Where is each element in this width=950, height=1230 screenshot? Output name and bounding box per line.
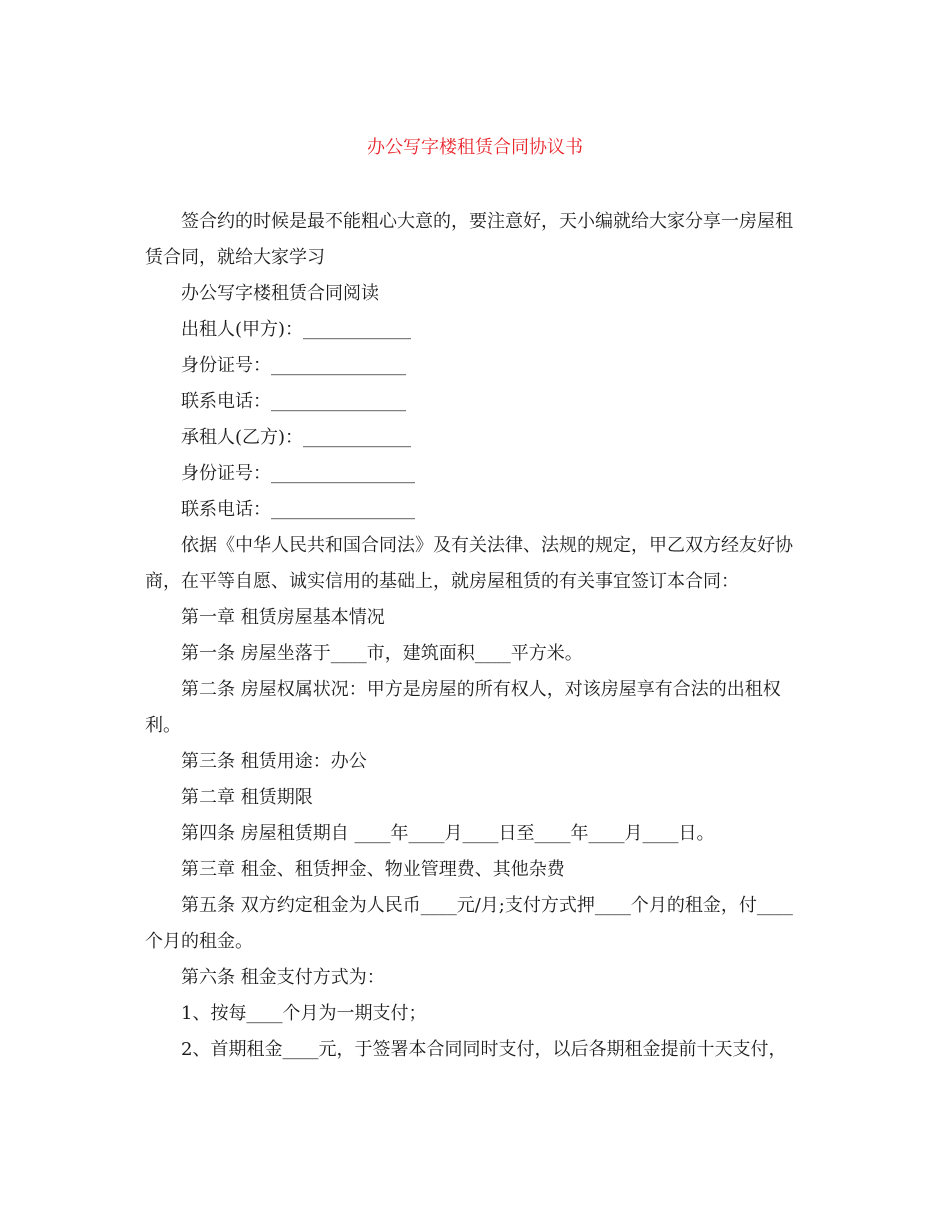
payment-item-2: 2、首期租金____元，于签署本合同同时支付，以后各期租金提前十天支付， bbox=[181, 1039, 787, 1060]
intro-paragraph: 签合约的时候是最不能粗心大意的，要注意好，天小编就给大家分享一房屋租赁合同，就给大家学习 bbox=[145, 211, 793, 268]
article-3: 第三条 租赁用途：办公 bbox=[181, 751, 367, 772]
document-body bbox=[145, 204, 805, 1068]
lessee-phone-field: 联系电话：________________ bbox=[181, 499, 415, 520]
lessee-id-field: 身份证号：________________ bbox=[181, 463, 415, 484]
lessor-id-field: 身份证号：_______________ bbox=[181, 355, 406, 376]
subtitle-line: 办公写字楼租赁合同阅读 bbox=[181, 283, 379, 304]
chapter-2-heading: 第二章 租赁期限 bbox=[181, 787, 313, 808]
lessee-field: 承租人(乙方)：____________ bbox=[181, 427, 412, 448]
article-6: 第六条 租金支付方式为： bbox=[181, 967, 385, 988]
lessor-field: 出租人(甲方)：____________ bbox=[181, 319, 412, 340]
lessor-phone-field: 联系电话：_______________ bbox=[181, 391, 406, 412]
chapter-3-heading: 第三章 租金、租赁押金、物业管理费、其他杂费 bbox=[181, 859, 565, 880]
document-title: 办公写字楼租赁合同协议书 bbox=[367, 137, 583, 158]
chapter-1-heading: 第一章 租赁房屋基本情况 bbox=[181, 607, 385, 628]
payment-item-1: 1、按每____个月为一期支付； bbox=[181, 1003, 427, 1024]
article-2: 第二条 房屋权属状况：甲方是房屋的所有权人，对该房屋享有合法的出租权利。 bbox=[145, 679, 781, 736]
article-4: 第四条 房屋租赁期自 ____年____月____日至____年____月____日。 bbox=[181, 823, 715, 844]
legal-basis-paragraph: 依据《中华人民共和国合同法》及有关法律、法规的规定，甲乙双方经友好协商，在平等自愿、诚实信用的基础上，就房屋租赁的有关事宜签订本合同： bbox=[145, 535, 793, 592]
article-5: 第五条 双方约定租金为人民币____元/月;支付方式押____个月的租金，付____个月的租金。 bbox=[145, 895, 793, 952]
article-1: 第一条 房屋坐落于____市，建筑面积____平方米。 bbox=[181, 643, 583, 664]
